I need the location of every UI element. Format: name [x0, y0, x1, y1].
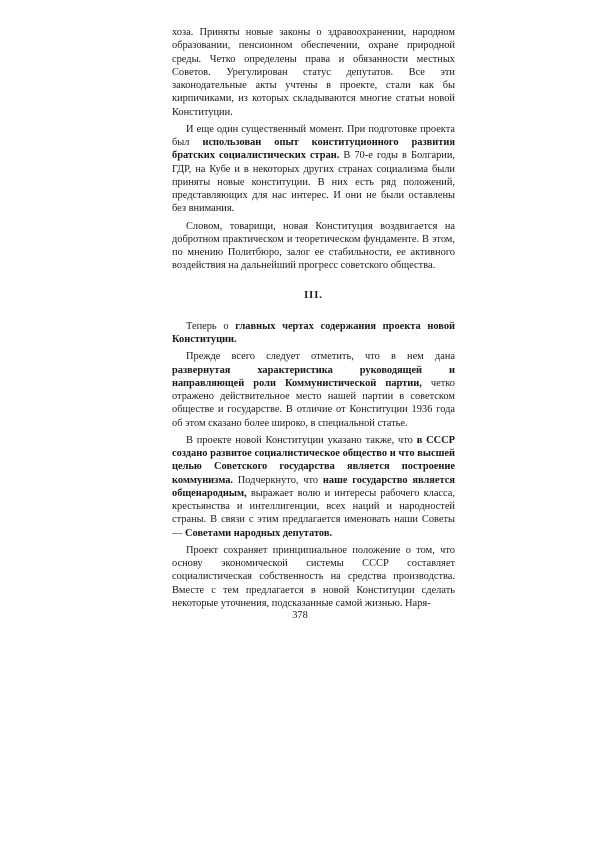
- paragraph-5-bold-a: развернутая характеристика руководящей и направляющей роли Коммунистической партии,: [172, 364, 455, 389]
- paragraph-5-text-b: четко отражено действительное место нашей партии в советском обществе и государстве. В отличие от Конституции 1936 года об этом сказано более широко, в специальной статье.: [172, 377, 455, 429]
- paragraph-6-bold-c: Советами народных депутатов.: [185, 527, 333, 539]
- paragraph-6-bold-b: наше государство является общенародным,: [172, 474, 455, 499]
- paragraph-6-bold-a: в СССР создано развитое социалистическое общество и что высшей целью Советского государства является построение коммунизма.: [172, 434, 456, 486]
- paragraph-4-text-a: Теперь о: [186, 320, 236, 332]
- paragraph-2-text-b: В 70-е годы в Болгарии, ГДР, на Кубе и в некоторых других странах социализма были приняты новые конституции. В них есть ряд положений, представляющих для нас интерес. И они не были оставлены без внимания.: [172, 150, 455, 215]
- paragraph-5: [172, 350, 455, 430]
- paragraph-4: [172, 320, 455, 347]
- paragraph-6-text-c: выражает волю и интересы рабочего класса, крестьянства и интеллигенции, всех наций и народностей страны. В связи с этим предлагается именовать наши Советы —: [172, 487, 455, 539]
- paragraph-3: Словом, товарищи, новая Конституция воздвигается на добротном практическом и теоретическом фундаменте. В этом, по мнению Политбюро, залог ее стабильности, ее активного воздействия на дальнейший прогресс советского общества.: [172, 220, 455, 272]
- paragraph-2: [172, 123, 455, 216]
- paragraph-1: хоза. Приняты новые законы о здравоохранении, народном образовании, пенсионном обеспечении, охране природной среды. Четко определены права и обязанности местных Советов. Урегулирован статус депутатов. Все эти законодательные акты учтены в проекте, стали как бы кирпичиками, из которых складываются многие статьи новой Конституции.: [172, 27, 455, 118]
- page-body: [172, 26, 455, 610]
- paragraph-6-text-b: Подчеркнуто, что: [233, 474, 323, 486]
- page-number: 378: [292, 610, 308, 621]
- paragraph-7: Проект сохраняет принципиальное положение о том, что основу экономической системы СССР составляет социалистическая собственность на средства производства. Вместе с тем предлагается в новой Конституции сделать некоторые уточнения, подсказанные самой жизнью. Наря-: [172, 544, 455, 609]
- paragraph-4-bold-a: главных чертах содержания проекта новой Конституции.: [172, 320, 456, 345]
- paragraph-2-text-a: И еще один существенный момент. При подготовке проекта был: [172, 123, 455, 148]
- paragraph-6: [172, 434, 455, 540]
- paragraph-5-text-a: Прежде всего следует отметить, что в нем дана: [186, 351, 455, 363]
- paragraph-6-text-a: В проекте новой Конституции указано также, что: [186, 434, 417, 446]
- section-number: III.: [304, 289, 323, 301]
- paragraph-2-bold-a: использован опыт конституционного развития братских социалистических стран.: [172, 137, 455, 162]
